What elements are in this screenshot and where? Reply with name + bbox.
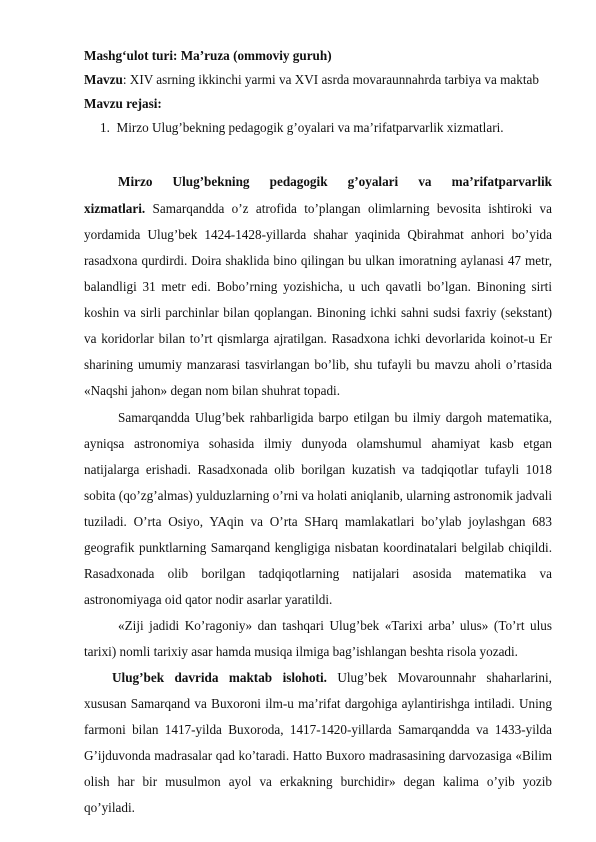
paragraph2-line: Rasadxonada olib borilgan tadqiqotlarning natijalari asosida matematika va xyxy=(84,566,552,581)
plan-item xyxy=(100,120,504,136)
topic-label: Mavzu xyxy=(84,72,123,87)
paragraph1-line: sharining umumiy manzarasi tasvirlangan bo’lib, shu tufayli bu mavzu aholi o’rtasida xyxy=(84,357,552,372)
paragraph2-line: ayniqsa astronomiya sohasida ilmiy dunyoda olamshumul ahamiyat kasb etgan xyxy=(84,436,552,451)
paragraph3-line: tarixi) nomli tarixiy asar hamda musiqa ilmiga bag’ishlangan beshta risola yozadi. xyxy=(84,644,518,659)
section2-heading: Ulug’bek davrida maktab islohoti. xyxy=(112,670,327,685)
paragraph1-line: «Naqshi jahon» degan nom bilan shuhrat topadi. xyxy=(84,383,341,398)
topic-text: : XIV asrning ikkinchi yarmi va XVI asrda movaraunnahrda tarbiya va maktab xyxy=(122,72,539,87)
paragraph1-line xyxy=(84,201,552,217)
paragraph1-line: balandligi 31 metr edi. Bobo’rning yozishicha, u uch qavatli bo’lgan. Binoning sirti xyxy=(84,279,552,294)
section2-line: farmoni bilan 1417-yilda Buxoroda, 1417-1420-yillarda Samarqandda va 1433-yilda xyxy=(84,722,552,737)
paragraph1-line: rasadxona qurdirdi. Doira shaklida bino qilingan bu ulkan imoratning aylanasi 47 metr, xyxy=(84,253,552,268)
paragraph3-line: «Ziji jadidi Ko’ragoniy» dan tashqari Ulug’bek «Tarixi arba’ ulus» (To’rt ulus xyxy=(118,618,552,633)
paragraph2-line: tuziladi. O’rta Osiyo, YAqin va O’rta SHarq mamlakatlari bo’ylab joylashgan 683 xyxy=(84,514,552,529)
paragraph2-line: Samarqandda Ulug’bek rahbarligida barpo etilgan bu ilmiy dargoh matematika, xyxy=(118,410,552,425)
paragraph1-line: yordamida Ulug’bek 1424-1428-yillarda shahar yaqinida Qbirahmat anhori bo’yida xyxy=(84,227,552,242)
plan-heading: Mavzu rejasi: xyxy=(84,96,162,111)
paragraph1-line: koshin va sirli parchinlar bilan qoplangan. Binoning ichki sahni sudsi faxriy (sekstant) xyxy=(84,305,552,320)
topic-line xyxy=(84,72,539,88)
section2-line: qo’yiladi. xyxy=(84,800,135,815)
plan-item-number: 1. xyxy=(100,120,110,135)
section1-heading: Mirzo Ulug’bekning pedagogik g’oyalari va ma’rifatparvarlik xyxy=(118,174,552,189)
section2-text: Ulug’bek Movarounnahr shaharlarini, xyxy=(337,670,552,685)
paragraph2-line: geografik punktlarning Samarqand kengligiga nisbatan koordinatalari belgilab chiqildi. xyxy=(84,540,552,555)
section2-first-line xyxy=(112,670,552,686)
plan-item-text: Mirzo Ulug’bekning pedagogik g’oyalari va ma’rifatparvarlik xizmatlari. xyxy=(116,120,504,135)
paragraph2-line: astronomiyaga oid qator nodir asarlar yaratildi. xyxy=(84,592,333,607)
paragraph2-line: sobita (qo’zg’almas) yulduzlarning o’rni va holati aniqlanib, ularning astronomik jadvali xyxy=(84,488,553,503)
lesson-type-line: Mashg‘ulot turi: Ma’ruza (ommoviy guruh) xyxy=(84,48,332,63)
paragraph1-text: Samarqandda o’z atrofida to’plangan olimlarning bevosita ishtiroki va xyxy=(152,201,552,216)
paragraph1-line: va koridorlar bilan to’rt qismlarga ajratilgan. Rasadxona ichki devorlarida koinot-u Er xyxy=(84,331,552,346)
section2-line: olish har bir musulmon ayol va erkakning burchidir» degan kalima o’yib yozib xyxy=(84,774,552,789)
section1-heading-end: xizmatlari. xyxy=(84,201,146,216)
section2-line: G’ijduvonda madrasalar qad ko’taradi. Hatto Buxoro madrasasining darvozasiga «Bilim xyxy=(84,748,552,763)
paragraph2-line: natijalarga erishadi. Rasadxonada olib borilgan kuzatish va tadqiqotlar tufayli 1018 xyxy=(84,462,552,477)
section2-line: xususan Samarqand va Buxoroni ilm-u ma’rifat dargohiga aylantirishga intiladi. Uning xyxy=(84,696,552,711)
